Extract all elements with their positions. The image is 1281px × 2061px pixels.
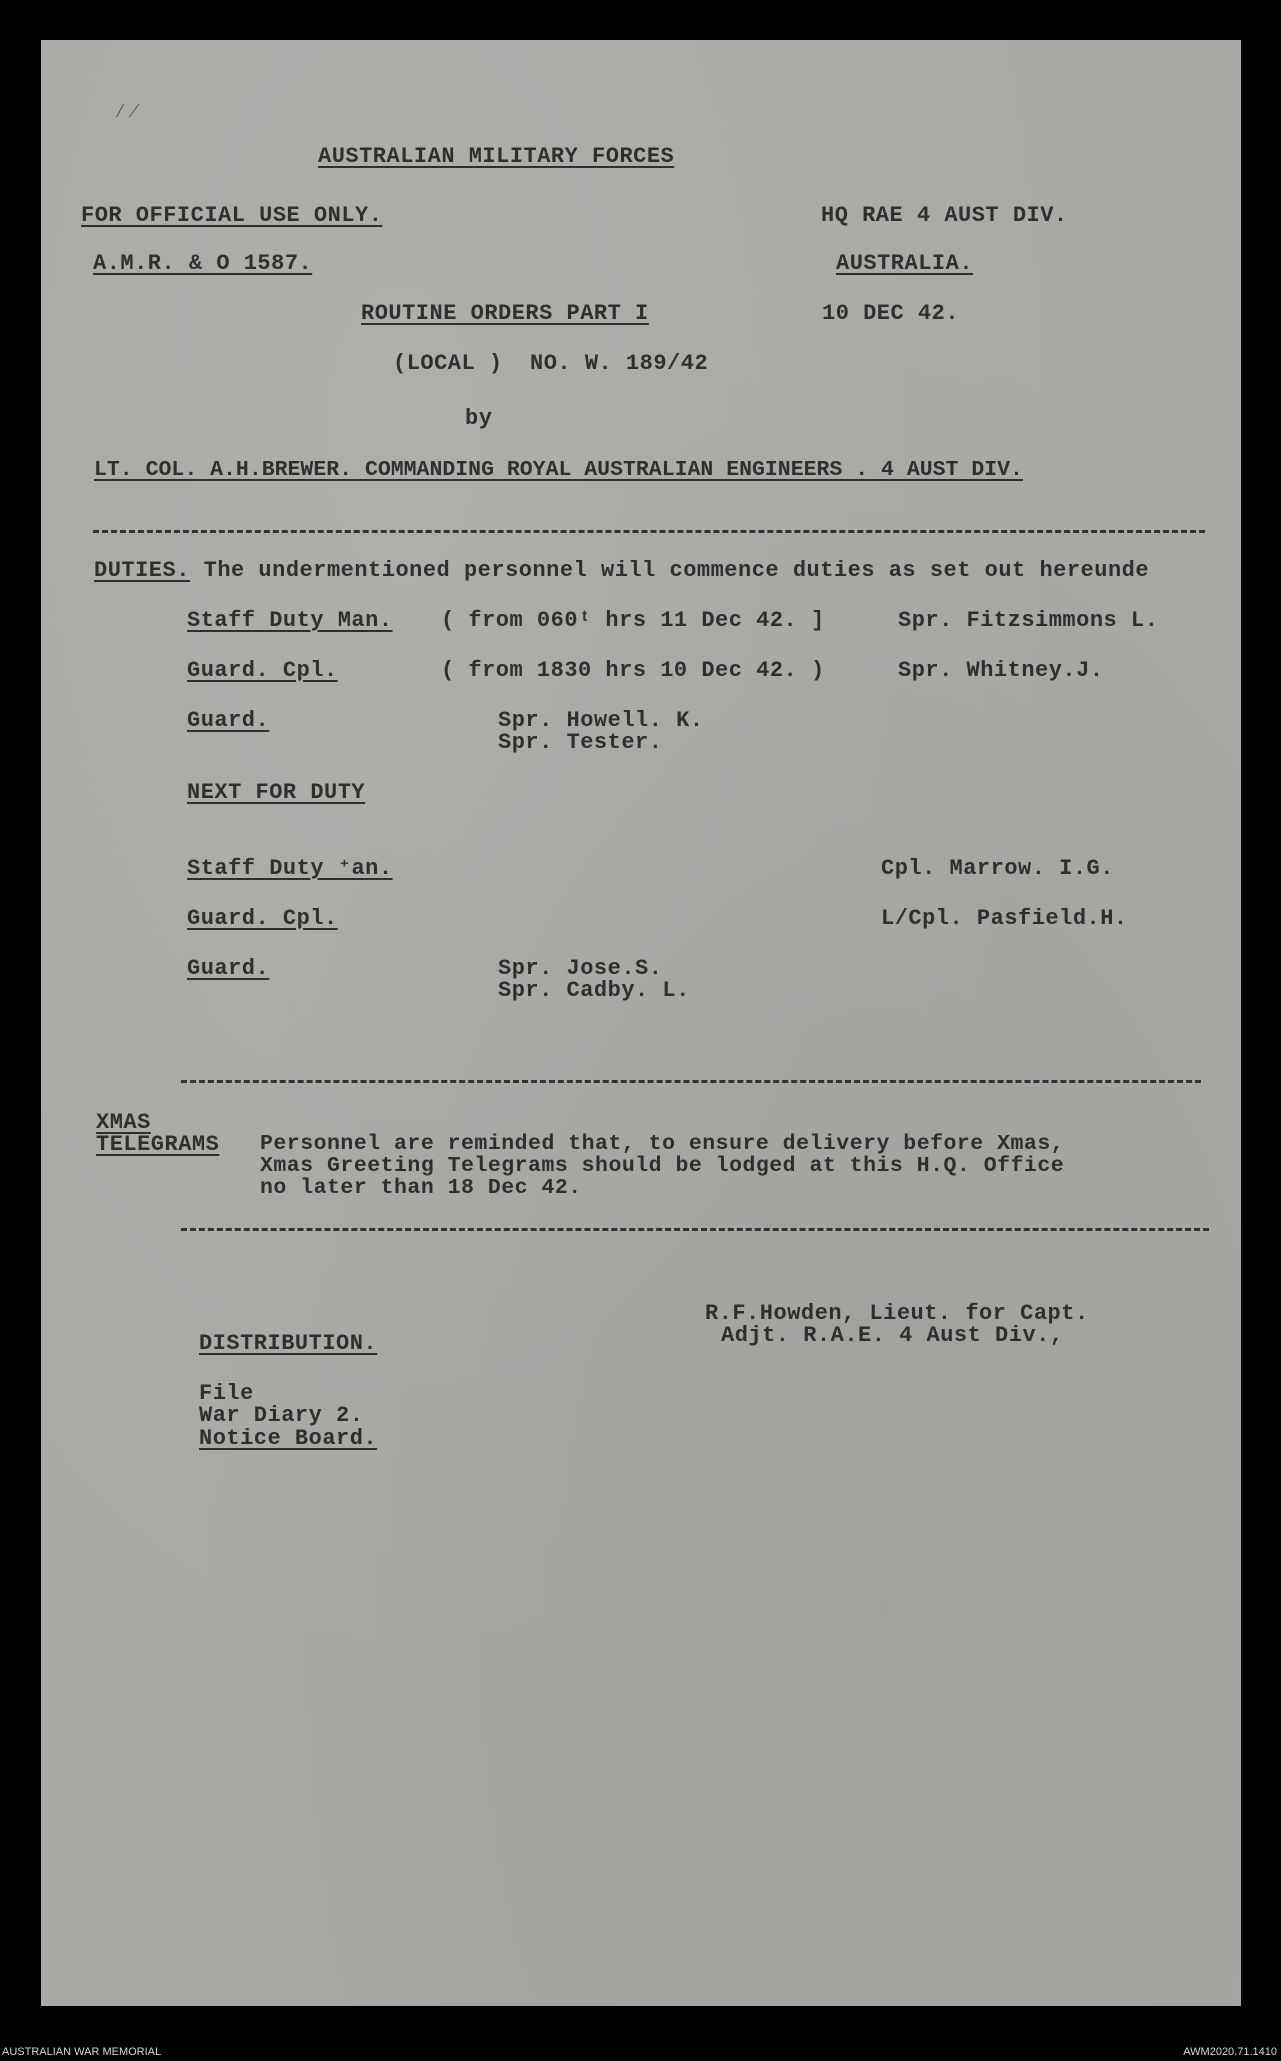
signature-line: R.F.Howden, Lieut. for Capt. — [705, 1301, 1089, 1326]
distribution-item: File — [199, 1381, 254, 1406]
official-use-label: FOR OFFICIAL USE ONLY. — [81, 203, 383, 228]
duty-person: Spr. Whitney.J. — [898, 658, 1104, 683]
divider-rule — [93, 530, 1205, 533]
guard-name: Spr. Tester. — [498, 730, 663, 755]
next-guard-name: Spr. Cadby. L. — [498, 978, 690, 1003]
document-title: AUSTRALIAN MILITARY FORCES — [318, 144, 675, 169]
duty-time: ( from 1830 hrs 10 Dec 42. ) — [441, 658, 825, 683]
guard-label: Guard. — [187, 708, 270, 733]
document-page — [41, 40, 1241, 2006]
next-duty-heading: NEXT FOR DUTY — [187, 780, 366, 805]
amr-reference: A.M.R. & O 1587. — [93, 251, 313, 276]
duty-person: Spr. Fitzsimmons L. — [898, 608, 1159, 633]
duties-intro — [94, 560, 1149, 582]
distribution-item: Notice Board. — [199, 1426, 378, 1451]
telegrams-heading: TELEGRAMS — [96, 1132, 220, 1157]
next-duty-role: Guard. Cpl. — [187, 906, 338, 931]
distribution-item: War Diary 2. — [199, 1403, 364, 1428]
signature-line: Adjt. R.A.E. 4 Aust Div., — [721, 1323, 1064, 1348]
distribution-heading: DISTRIBUTION. — [199, 1331, 378, 1356]
xmas-heading: XMAS — [96, 1110, 151, 1135]
next-guard-label: Guard. — [187, 956, 270, 981]
xmas-text-line: no later than 18 Dec 42. — [260, 1176, 582, 1200]
commander-line: LT. COL. A.H.BREWER. COMMANDING ROYAL AUSTRALIAN ENGINEERS . 4 AUST DIV. — [94, 458, 1023, 482]
orders-title: ROUTINE ORDERS PART I — [361, 301, 649, 326]
divider-rule — [181, 1080, 1201, 1083]
guard-name: Spr. Howell. K. — [498, 708, 704, 733]
pencil-mark: / ⁄ — [117, 100, 136, 122]
next-duty-person: Cpl. Marrow. I.G. — [881, 856, 1114, 881]
order-number: (LOCAL ) NO. W. 189/42 — [393, 351, 709, 376]
next-duty-person: L/Cpl. Pasfield.H. — [881, 906, 1128, 931]
duty-time: ( from 060ᵗ hrs 11 Dec 42. ] — [441, 608, 825, 633]
duties-heading: DUTIES. — [94, 558, 190, 583]
next-guard-name: Spr. Jose.S. — [498, 956, 663, 981]
location-label: AUSTRALIA. — [836, 251, 974, 276]
divider-rule — [181, 1228, 1209, 1231]
next-duty-role: Staff Duty ⁺an. — [187, 856, 393, 881]
xmas-text-line: Xmas Greeting Telegrams should be lodged at this H.Q. Office — [260, 1154, 1065, 1178]
by-label: by — [465, 406, 493, 431]
xmas-text-line: Personnel are reminded that, to ensure delivery before Xmas, — [260, 1132, 1065, 1156]
duties-intro-text: The undermentioned personnel will commence duties as set out hereunde — [189, 558, 1150, 583]
duty-role: Guard. Cpl. — [187, 658, 338, 683]
hq-label: HQ RAE 4 AUST DIV. — [821, 203, 1068, 228]
order-date: 10 DEC 42. — [822, 301, 960, 326]
footer-accession: AWM2020.71.1410 — [1183, 2046, 1277, 2058]
footer-credit: AUSTRALIAN WAR MEMORIAL — [2, 2046, 162, 2058]
duty-role: Staff Duty Man. — [187, 608, 393, 633]
